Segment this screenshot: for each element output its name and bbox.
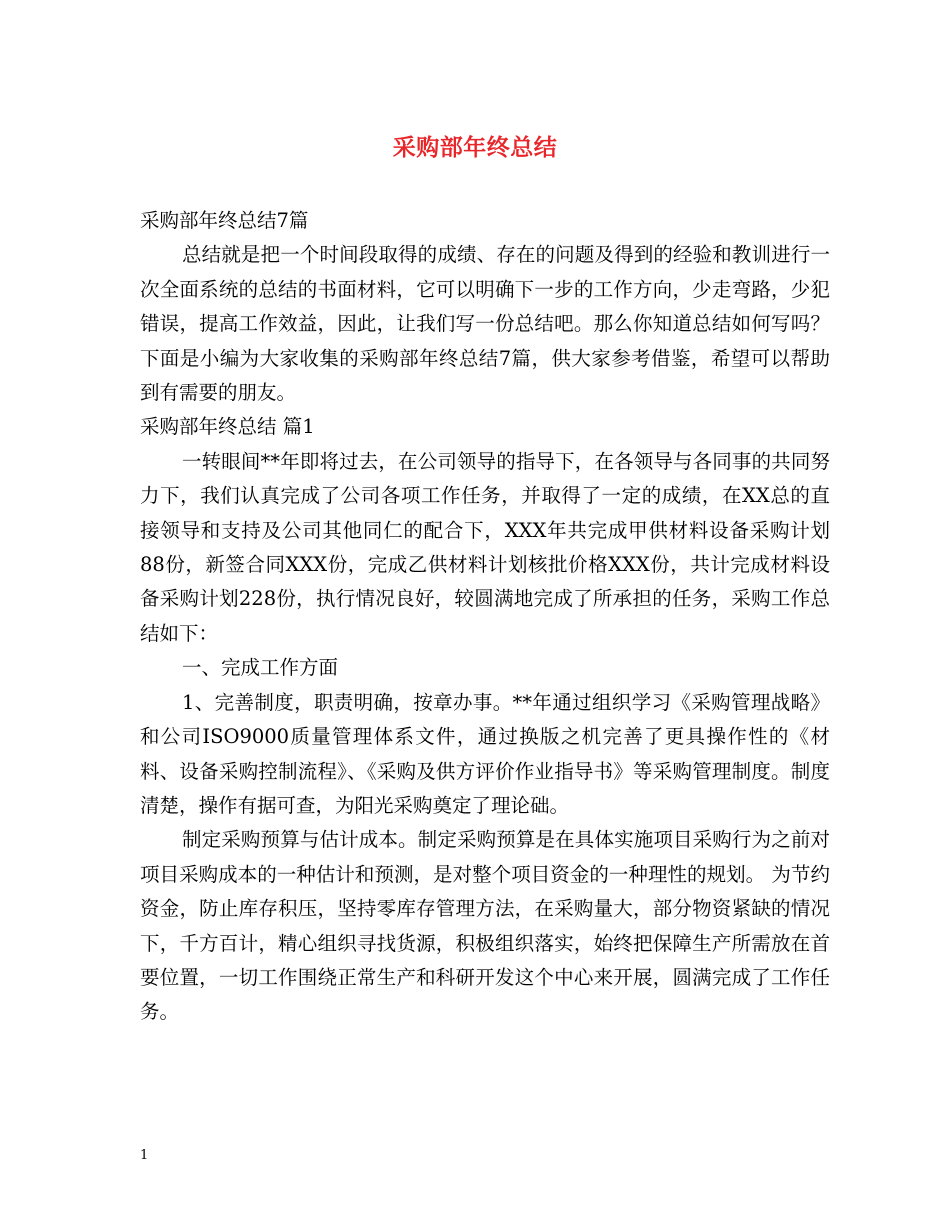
subsection-heading: 一、完成工作方面 <box>182 656 339 680</box>
paragraph-overview: 一转眼间**年即将过去，在公司领导的指导下，在各领导与各同事的共同努力下，我们认真完成了公司各项工作任务，并取得了一定的成绩，在XX总的直接领导和支持及公司其他同仁的配合下，XXX年共完成甲供材料设备采购计划88份，新签合同XXX份，完成乙供材料计划核批价格XXX份，共计完成材料设备采购计划228份，执行情况良好，较圆满地完成了所承担的任务，采购工作总结如下： <box>140 449 830 645</box>
paragraph-system: 1、完善制度，职责明确，按章办事。**年通过组织学习《采购管理战略》和公司ISO9000质量管理体系文件，通过换版之机完善了更具操作性的《材料、设备采购控制流程》、《采购及供方评价作业指导书》等采购管理制度。制度清楚，操作有据可查，为阳光采购奠定了理论础。 <box>140 690 830 817</box>
page-number: 1 <box>140 1148 149 1163</box>
intro-paragraph: 总结就是把一个时间段取得的成绩、存在的问题及得到的经验和教训进行一次全面系统的总结的书面材料，它可以明确下一步的工作方向，少走弯路，少犯错误，提高工作效益，因此，让我们写一份总结吧。那么你知道总结如何写吗？下面是小编为大家收集的采购部年终总结7篇，供大家参考借鉴，希望可以帮助到有需要的朋友。 <box>140 243 830 405</box>
subtitle-line: 采购部年终总结7篇 <box>140 209 309 232</box>
document-title: 采购部年终总结 <box>392 134 558 161</box>
section-heading-1: 采购部年终总结 篇1 <box>140 415 315 439</box>
paragraph-budget: 制定采购预算与估计成本。制定采购预算是在具体实施项目采购行为之前对项目采购成本的一种估计和预测，是对整个项目资金的一种理性的规划。 为节约资金，防止库存积压，坚持零库存管理方法，在采购量大，部分物资紧缺的情况下，千方百计，精心组织寻找货源，积极组织落实，始终把保障生产所需放在首要位置，一切工作围绕正常生产和科研开发这个中心来开展，圆满完成了工作任务。 <box>140 828 830 1024</box>
document-body <box>140 204 830 1030</box>
